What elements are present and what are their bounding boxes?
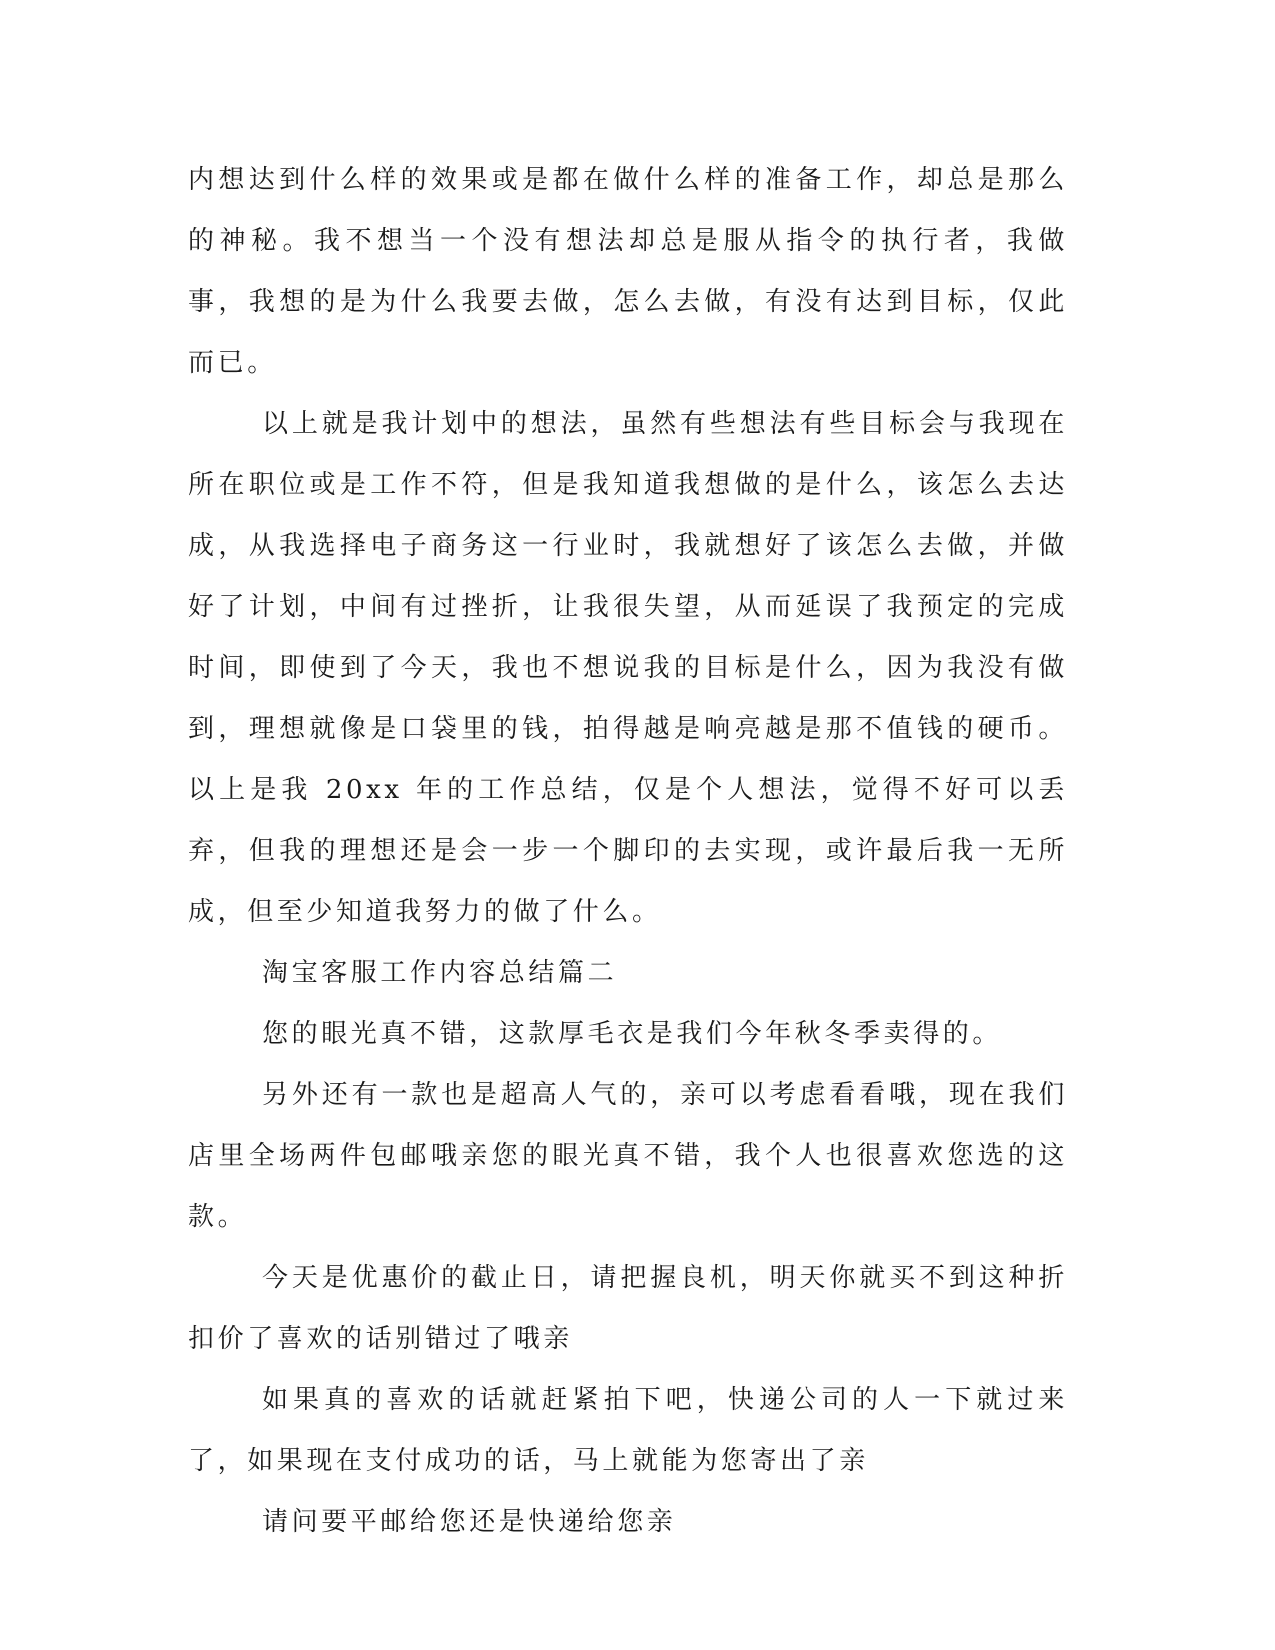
- document-body: [188, 150, 1068, 1553]
- paragraph-item: 如果真的喜欢的话就赶紧拍下吧，快递公司的人一下就过来了，如果现在支付成功的话，马上就能为您寄出了亲: [188, 1385, 1068, 1476]
- section-heading: 淘宝客服工作内容总结篇二: [262, 958, 618, 988]
- paragraph-summary: 以上就是我计划中的想法，虽然有些想法有些目标会与我现在所在职位或是工作不符，但是我知道我想做的是什么，该怎么去达成，从我选择电子商务这一行业时，我就想好了该怎么去做，并做好了计划，中间有过挫折，让我很失望，从而延误了我预定的完成时间，即使到了今天，我也不想说我的目标是什么，因为我没有做到，理想就像是口袋里的钱，拍得越是响亮越是那不值钱的硬币。以上是我 20xx 年的工作总结，仅是个人想法，觉得不好可以丢弃，但我的理想还是会一步一个脚印的去实现，或许最后我一无所成，但至少知道我努力的做了什么。: [188, 409, 1068, 927]
- paragraph-item: 另外还有一款也是超高人气的，亲可以考虑看看哦，现在我们店里全场两件包邮哦亲您的眼光真不错，我个人也很喜欢您选的这款。: [188, 1080, 1068, 1232]
- paragraph-item: 请问要平邮给您还是快递给您亲: [262, 1507, 677, 1537]
- paragraph-item: 今天是优惠价的截止日，请把握良机，明天你就买不到这种折扣价了喜欢的话别错过了哦亲: [188, 1263, 1068, 1354]
- paragraph-item: 您的眼光真不错，这款厚毛衣是我们今年秋冬季卖得的。: [262, 1019, 1003, 1049]
- paragraph-continuation: 内想达到什么样的效果或是都在做什么样的准备工作，却总是那么的神秘。我不想当一个没有想法却总是服从指令的执行者，我做事，我想的是为什么我要去做，怎么去做，有没有达到目标，仅此而已。: [188, 165, 1068, 378]
